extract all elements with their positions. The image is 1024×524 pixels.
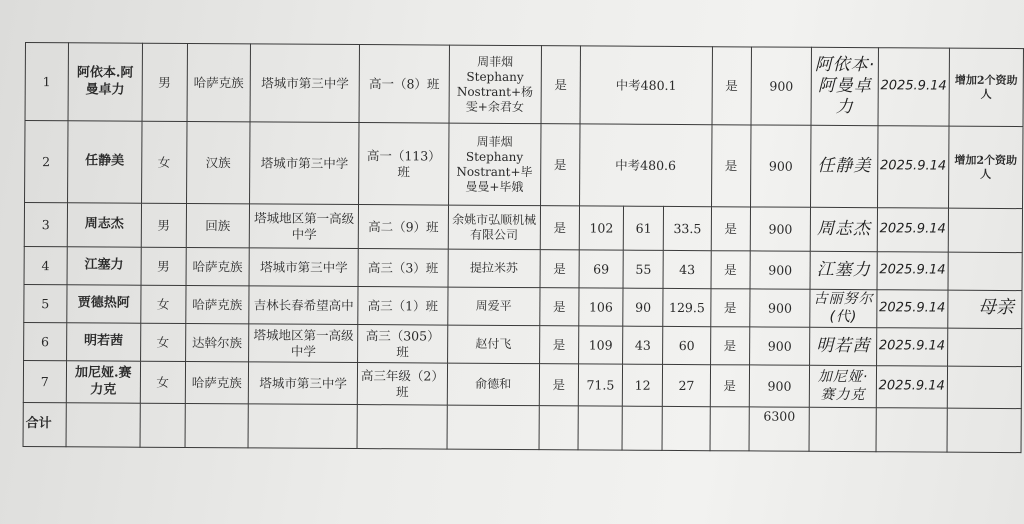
sponsor: 周菲烟 Stephany Nostrant+毕曼曼+毕娥	[448, 123, 541, 206]
table-row	[24, 322, 1022, 366]
sponsor: 周菲烟 Stephany Nostrant+杨雯+余君女	[449, 45, 542, 124]
score-2: 90	[623, 288, 663, 326]
row-number: 2	[25, 121, 68, 203]
flag-2: 是	[711, 289, 750, 327]
school: 塔城地区第一高级中学	[249, 324, 358, 363]
class: 高三（1）班	[358, 287, 447, 326]
sign-date: 2025.9.14	[877, 126, 949, 208]
ethnicity: 回族	[186, 203, 250, 247]
empty-cell	[622, 406, 662, 450]
school: 吉林长春希望高中	[249, 286, 358, 325]
gender: 女	[142, 121, 187, 203]
empty-cell	[357, 405, 446, 450]
flag-1: 是	[540, 206, 579, 250]
score-1: 69	[579, 250, 624, 288]
student-name: 阿依本.阿曼卓力	[68, 43, 143, 121]
signature: 加尼娅·赛力克	[810, 365, 877, 407]
remark	[947, 328, 1021, 366]
signature: 任静美	[811, 125, 878, 207]
flag-2: 是	[711, 251, 750, 289]
total-amount: 6300	[749, 407, 810, 451]
amount: 900	[749, 327, 810, 365]
remark	[947, 366, 1021, 408]
student-name: 周志杰	[67, 203, 142, 247]
sign-date: 2025.9.14	[876, 366, 947, 408]
empty-cell	[66, 403, 141, 447]
remark: 增加2个资助人	[948, 126, 1023, 208]
gender: 男	[141, 203, 186, 247]
sponsor: 周爱平	[447, 287, 540, 326]
signature: 明若茜	[810, 327, 876, 365]
funding-roster-table	[23, 42, 1024, 453]
class: 高三（3）班	[358, 249, 447, 288]
student-name: 加尼娅.赛力克	[66, 361, 141, 403]
exam-score: 中考480.1	[580, 46, 713, 125]
row-number: 5	[24, 284, 67, 322]
table-row	[23, 360, 1021, 408]
school: 塔城市第三中学	[250, 122, 360, 205]
empty-cell	[710, 407, 749, 451]
table-row	[25, 43, 1023, 127]
flag-1: 是	[541, 46, 580, 124]
table-row	[25, 121, 1023, 209]
table-row	[24, 284, 1022, 328]
table-row	[24, 203, 1022, 253]
remark	[948, 252, 1022, 290]
empty-cell	[248, 404, 357, 449]
flag-2: 是	[710, 365, 749, 407]
score-1: 106	[579, 288, 624, 326]
flag-1: 是	[539, 326, 578, 364]
score-1: 102	[579, 206, 624, 250]
gender: 男	[141, 247, 186, 285]
amount: 900	[750, 289, 811, 327]
score-2: 43	[623, 326, 663, 364]
sign-date: 2025.9.14	[877, 290, 948, 328]
amount: 900	[750, 125, 811, 207]
empty-cell	[947, 408, 1021, 452]
empty-cell	[185, 403, 249, 447]
ethnicity: 哈萨克族	[185, 285, 249, 323]
remark: 增加2个资助人	[949, 48, 1024, 126]
ethnicity: 汉族	[186, 121, 250, 203]
total-label: 合计	[23, 402, 66, 446]
school: 塔城地区第一高级中学	[249, 204, 358, 249]
signature: 江塞力	[810, 251, 876, 289]
total-row	[23, 402, 1021, 452]
score-1: 109	[578, 326, 623, 364]
empty-cell	[447, 405, 540, 450]
empty-cell	[809, 407, 876, 451]
score-2: 55	[623, 250, 663, 288]
school: 塔城市第三中学	[248, 362, 357, 405]
exam-score: 中考480.6	[579, 124, 712, 207]
empty-cell	[662, 406, 710, 450]
amount: 900	[750, 251, 811, 289]
sign-date: 2025.9.14	[877, 252, 948, 290]
score-3: 60	[663, 326, 711, 364]
score-3: 27	[663, 364, 711, 406]
flag-1: 是	[539, 364, 578, 406]
student-name: 贾德热阿	[66, 285, 141, 323]
sign-date: 2025.9.14	[876, 328, 947, 366]
empty-cell	[876, 408, 947, 452]
empty-cell	[539, 406, 578, 450]
flag-1: 是	[540, 250, 579, 288]
flag-2: 是	[711, 207, 750, 251]
score-3: 129.5	[663, 288, 711, 326]
signature: 阿依本·阿曼卓力	[811, 47, 878, 125]
signature: 周志杰	[811, 207, 878, 251]
school: 塔城市第三中学	[249, 248, 358, 287]
amount: 900	[750, 207, 811, 251]
flag-1: 是	[540, 124, 579, 206]
sign-date: 2025.9.14	[877, 208, 948, 252]
amount: 900	[751, 47, 812, 125]
table-row	[24, 246, 1022, 290]
ethnicity: 哈萨克族	[186, 247, 250, 285]
row-number: 6	[24, 322, 67, 360]
empty-cell	[140, 403, 185, 447]
student-name: 江塞力	[67, 247, 142, 285]
row-number: 3	[24, 203, 67, 247]
score-1: 71.5	[578, 364, 623, 406]
student-name: 任静美	[67, 121, 142, 203]
score-3: 33.5	[663, 206, 711, 250]
ethnicity: 达斡尔族	[185, 323, 249, 361]
row-number: 7	[23, 360, 66, 402]
ethnicity: 哈萨克族	[187, 43, 251, 121]
flag-1: 是	[540, 288, 579, 326]
remark	[948, 208, 1022, 252]
class: 高三（305）班	[358, 325, 447, 364]
flag-2: 是	[712, 47, 751, 125]
class: 高一（113）班	[359, 123, 449, 206]
signature: 古丽努尔(代)	[810, 289, 876, 327]
ethnicity: 哈萨克族	[185, 361, 249, 403]
row-number: 1	[25, 43, 68, 121]
gender: 女	[140, 361, 185, 403]
sponsor: 提拉米苏	[448, 249, 541, 288]
class: 高二（9）班	[359, 205, 448, 250]
score-2: 12	[623, 364, 663, 406]
score-3: 43	[663, 250, 711, 288]
score-2: 61	[623, 206, 663, 250]
gender: 女	[141, 285, 186, 323]
sign-date: 2025.9.14	[878, 48, 950, 126]
gender: 男	[142, 43, 187, 121]
amount: 900	[749, 365, 810, 407]
empty-cell	[578, 406, 623, 450]
class: 高三年级（2）班	[358, 363, 447, 406]
flag-2: 是	[710, 327, 749, 365]
school: 塔城市第三中学	[250, 44, 360, 123]
flag-2: 是	[711, 125, 750, 207]
sponsor: 俞德和	[447, 363, 540, 406]
row-number: 4	[24, 246, 67, 284]
handwritten-margin-note: 母亲	[978, 297, 1014, 318]
sponsor: 余姚市弘顺机械有限公司	[448, 205, 541, 250]
student-name: 明若茜	[66, 323, 141, 361]
sponsor: 赵付飞	[447, 325, 540, 364]
gender: 女	[141, 323, 186, 361]
class: 高一（8）班	[359, 45, 449, 124]
